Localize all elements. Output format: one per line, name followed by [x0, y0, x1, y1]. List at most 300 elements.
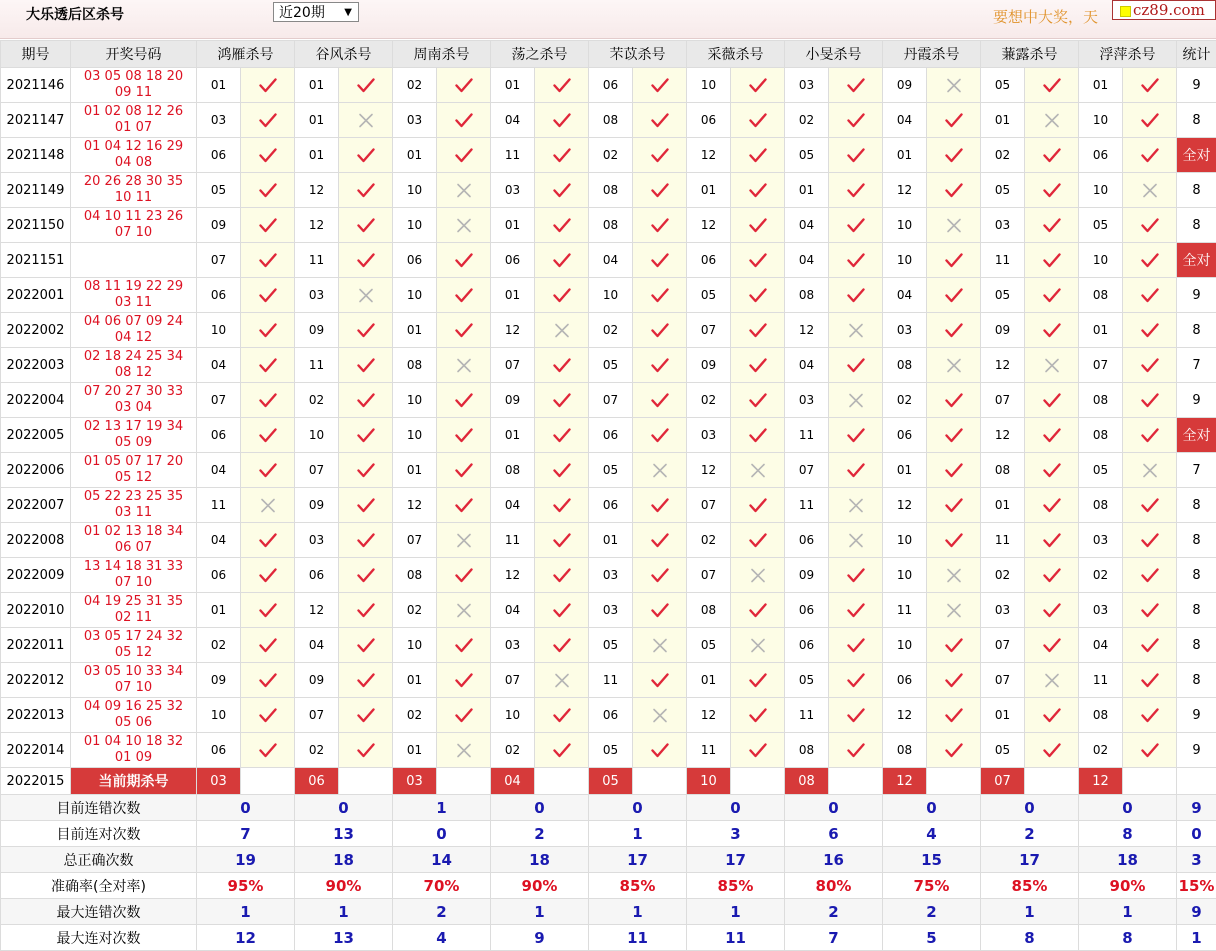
- check-icon: [651, 603, 669, 618]
- result-mark: [1025, 348, 1079, 383]
- check-icon: [847, 113, 865, 128]
- result-mark: [535, 628, 589, 663]
- summary-value: 1: [589, 899, 687, 925]
- kill-number: 08: [883, 348, 927, 383]
- result-mark: [241, 278, 295, 313]
- front-numbers: 02 18 24 25 34: [71, 349, 196, 365]
- result-mark: [829, 733, 883, 768]
- period-select[interactable]: [273, 2, 359, 22]
- kill-number: 08: [1079, 418, 1123, 453]
- cross-icon: [455, 183, 473, 198]
- page-title: 大乐透后区杀号: [26, 4, 124, 24]
- col-header-expert[interactable]: 浮萍杀号: [1079, 41, 1177, 68]
- kill-number: 08: [981, 453, 1025, 488]
- kill-number: 10: [491, 698, 535, 733]
- check-icon: [847, 428, 865, 443]
- check-icon: [1043, 708, 1061, 723]
- check-icon: [1043, 393, 1061, 408]
- check-icon: [357, 568, 375, 583]
- front-numbers: 08 11 19 22 29: [71, 279, 196, 295]
- kill-number: 06: [197, 418, 241, 453]
- summary-value: 18: [491, 847, 589, 873]
- kill-number: 05: [589, 733, 633, 768]
- result-mark: [1025, 138, 1079, 173]
- result-mark: [1025, 593, 1079, 628]
- kill-number: 09: [197, 663, 241, 698]
- kill-number: 03: [491, 173, 535, 208]
- kill-number: 08: [1079, 488, 1123, 523]
- kill-number: 02: [1079, 733, 1123, 768]
- result-mark: [241, 68, 295, 103]
- table-row: [1, 138, 1216, 173]
- kill-number-table: [0, 40, 1216, 951]
- kill-number: 09: [295, 488, 339, 523]
- result-mark: [1025, 243, 1079, 278]
- cross-icon: [749, 638, 767, 653]
- kill-number: 12: [687, 453, 731, 488]
- result-mark: [1123, 68, 1177, 103]
- result-mark: [829, 68, 883, 103]
- row-stat: 8: [1177, 173, 1216, 208]
- check-icon: [749, 113, 767, 128]
- col-header-expert[interactable]: 谷风杀号: [295, 41, 393, 68]
- kill-number: 02: [295, 383, 339, 418]
- issue-number: 2022008: [1, 523, 71, 558]
- kill-number: 11: [981, 523, 1025, 558]
- draw-numbers: [71, 383, 197, 418]
- check-icon: [945, 253, 963, 268]
- check-icon: [847, 673, 865, 688]
- result-mark: [1123, 138, 1177, 173]
- col-header-expert[interactable]: 采薇杀号: [687, 41, 785, 68]
- kill-number: 06: [491, 243, 535, 278]
- summary-label: 目前连错次数: [1, 795, 197, 821]
- result-mark: [437, 628, 491, 663]
- summary-value: 19: [197, 847, 295, 873]
- check-icon: [455, 638, 473, 653]
- table-row: [1, 488, 1216, 523]
- result-mark: [633, 698, 687, 733]
- summary-value: 0: [197, 795, 295, 821]
- check-icon: [749, 218, 767, 233]
- cross-icon: [749, 568, 767, 583]
- check-icon: [259, 673, 277, 688]
- current-issue-row: [1, 768, 1216, 795]
- check-icon: [1141, 533, 1159, 548]
- draw-numbers: [71, 628, 197, 663]
- result-mark: [1123, 593, 1177, 628]
- kill-number: 08: [589, 173, 633, 208]
- result-mark: [927, 558, 981, 593]
- kill-number: 01: [393, 663, 437, 698]
- issue-number: 2021147: [1, 103, 71, 138]
- issue-number: 2022014: [1, 733, 71, 768]
- kill-number: 04: [883, 103, 927, 138]
- cross-icon: [945, 603, 963, 618]
- check-icon: [455, 148, 473, 163]
- kill-number: 10: [393, 383, 437, 418]
- kill-number: 05: [981, 278, 1025, 313]
- summary-value: 0: [1079, 795, 1177, 821]
- result-mark: [731, 138, 785, 173]
- check-icon: [455, 708, 473, 723]
- check-icon: [1043, 533, 1061, 548]
- check-icon: [847, 218, 865, 233]
- result-mark: [927, 383, 981, 418]
- kill-number: 01: [981, 103, 1025, 138]
- check-icon: [1141, 428, 1159, 443]
- kill-number: 06: [197, 278, 241, 313]
- check-icon: [1141, 568, 1159, 583]
- summary-value: 0: [589, 795, 687, 821]
- result-mark: [731, 453, 785, 488]
- front-numbers: 04 06 07 09 24: [71, 314, 196, 330]
- kill-number: 11: [1079, 663, 1123, 698]
- table-row: [1, 103, 1216, 138]
- summary-value: 1: [981, 899, 1079, 925]
- check-icon: [553, 498, 571, 513]
- check-icon: [553, 638, 571, 653]
- kill-number: 11: [981, 243, 1025, 278]
- check-icon: [357, 183, 375, 198]
- kill-number: 07: [687, 558, 731, 593]
- result-mark: [731, 488, 785, 523]
- kill-number: 02: [687, 523, 731, 558]
- col-header-expert[interactable]: 丹霞杀号: [883, 41, 981, 68]
- result-mark: [1025, 628, 1079, 663]
- result-mark: [927, 663, 981, 698]
- summary-value: 0: [785, 795, 883, 821]
- col-header-expert[interactable]: 芣苡杀号: [589, 41, 687, 68]
- summary-value: 16: [785, 847, 883, 873]
- row-stat: 9: [1177, 278, 1216, 313]
- row-stat: 8: [1177, 558, 1216, 593]
- result-mark: [1123, 733, 1177, 768]
- cross-icon: [945, 78, 963, 93]
- check-icon: [1043, 498, 1061, 513]
- summary-value: 0: [393, 821, 491, 847]
- kill-number: 02: [393, 698, 437, 733]
- check-icon: [455, 463, 473, 478]
- kill-number: 10: [883, 523, 927, 558]
- kill-number: 06: [785, 523, 829, 558]
- result-mark: [1025, 313, 1079, 348]
- result-mark: [1123, 243, 1177, 278]
- table-row: [1, 208, 1216, 243]
- result-mark: [241, 453, 295, 488]
- kill-number: 05: [687, 628, 731, 663]
- summary-stat: 1: [1177, 925, 1216, 951]
- kill-number: 01: [295, 138, 339, 173]
- check-icon: [651, 393, 669, 408]
- result-mark: [241, 138, 295, 173]
- site-logo[interactable]: [1112, 0, 1216, 20]
- issue-number: 2022013: [1, 698, 71, 733]
- cross-icon: [455, 218, 473, 233]
- result-mark: [1025, 663, 1079, 698]
- row-stat: 8: [1177, 208, 1216, 243]
- check-icon: [259, 253, 277, 268]
- kill-number: 08: [393, 348, 437, 383]
- result-mark: [927, 243, 981, 278]
- check-icon: [1141, 323, 1159, 338]
- current-kill-number: 05: [589, 768, 633, 795]
- kill-number: 04: [197, 348, 241, 383]
- cross-icon: [945, 568, 963, 583]
- result-mark: [927, 278, 981, 313]
- summary-value: 14: [393, 847, 491, 873]
- promo-banner[interactable]: 要想中大奖，天: [993, 6, 1098, 27]
- kill-number: 03: [1079, 593, 1123, 628]
- result-mark: [731, 733, 785, 768]
- kill-number: 03: [589, 558, 633, 593]
- row-stat: 8: [1177, 628, 1216, 663]
- col-header-expert[interactable]: 鸿雁杀号: [197, 41, 295, 68]
- kill-number: 06: [883, 418, 927, 453]
- kill-number: 04: [491, 488, 535, 523]
- current-kill-number: 12: [1079, 768, 1123, 795]
- kill-number: 03: [197, 103, 241, 138]
- check-icon: [357, 253, 375, 268]
- kill-number: 02: [981, 138, 1025, 173]
- result-mark: [731, 313, 785, 348]
- check-icon: [651, 358, 669, 373]
- check-icon: [1043, 253, 1061, 268]
- kill-number: 03: [785, 68, 829, 103]
- issue-number: 2022010: [1, 593, 71, 628]
- summary-value: 2: [393, 899, 491, 925]
- check-icon: [259, 603, 277, 618]
- kill-number: 05: [981, 68, 1025, 103]
- kill-number: 01: [295, 68, 339, 103]
- issue-number: 2022007: [1, 488, 71, 523]
- check-icon: [357, 708, 375, 723]
- period-select-value: 近20期: [279, 5, 325, 21]
- check-icon: [651, 148, 669, 163]
- check-icon: [847, 463, 865, 478]
- result-mark: [437, 488, 491, 523]
- draw-numbers: [71, 523, 197, 558]
- check-icon: [259, 568, 277, 583]
- result-mark: [535, 278, 589, 313]
- table-row: [1, 663, 1216, 698]
- kill-number: 12: [295, 173, 339, 208]
- front-numbers: 01 04 12 16 29: [71, 139, 196, 155]
- kill-number: 04: [491, 593, 535, 628]
- result-mark: [829, 558, 883, 593]
- cross-icon: [553, 673, 571, 688]
- result-mark: [1025, 733, 1079, 768]
- row-stat: 全对: [1177, 418, 1216, 453]
- result-mark: [829, 208, 883, 243]
- check-icon: [749, 743, 767, 758]
- kill-number: 03: [491, 628, 535, 663]
- check-icon: [1141, 673, 1159, 688]
- check-icon: [945, 498, 963, 513]
- back-numbers: 09 11: [71, 85, 196, 101]
- kill-number: 04: [295, 628, 339, 663]
- kill-number: 02: [981, 558, 1025, 593]
- check-icon: [945, 113, 963, 128]
- check-icon: [1141, 743, 1159, 758]
- col-header-expert[interactable]: 荡之杀号: [491, 41, 589, 68]
- result-mark: [437, 383, 491, 418]
- table-row: [1, 243, 1216, 278]
- result-mark: [241, 733, 295, 768]
- result-mark: [339, 418, 393, 453]
- check-icon: [553, 183, 571, 198]
- table-row: [1, 733, 1216, 768]
- summary-value: 18: [1079, 847, 1177, 873]
- kill-number: 06: [197, 558, 241, 593]
- row-stat: 7: [1177, 453, 1216, 488]
- result-mark: [1025, 488, 1079, 523]
- result-mark: [339, 628, 393, 663]
- col-header-expert[interactable]: 小旻杀号: [785, 41, 883, 68]
- table-row: [1, 523, 1216, 558]
- issue-number: 2021146: [1, 68, 71, 103]
- result-mark: [731, 558, 785, 593]
- kill-number: 10: [1079, 243, 1123, 278]
- result-mark: [437, 418, 491, 453]
- kill-number: 01: [197, 68, 241, 103]
- check-icon: [553, 288, 571, 303]
- result-mark: [731, 383, 785, 418]
- summary-value: 1: [197, 899, 295, 925]
- check-icon: [357, 533, 375, 548]
- check-icon: [455, 253, 473, 268]
- check-icon: [651, 253, 669, 268]
- kill-number: 07: [785, 453, 829, 488]
- kill-number: 03: [981, 593, 1025, 628]
- check-icon: [259, 533, 277, 548]
- result-mark: [241, 313, 295, 348]
- kill-number: 05: [589, 348, 633, 383]
- issue-number: 2021149: [1, 173, 71, 208]
- col-header-expert[interactable]: 周南杀号: [393, 41, 491, 68]
- kill-number: 09: [197, 208, 241, 243]
- result-mark: [731, 593, 785, 628]
- result-mark: [633, 208, 687, 243]
- check-icon: [259, 218, 277, 233]
- result-mark: [339, 383, 393, 418]
- kill-number: 05: [197, 173, 241, 208]
- summary-stat: 15%: [1177, 873, 1216, 899]
- check-icon: [553, 428, 571, 443]
- kill-number: 03: [687, 418, 731, 453]
- table-row: [1, 68, 1216, 103]
- check-icon: [259, 463, 277, 478]
- result-mark: [437, 138, 491, 173]
- result-mark: [1025, 698, 1079, 733]
- summary-value: 2: [883, 899, 981, 925]
- kill-number: 12: [491, 558, 535, 593]
- check-icon: [1043, 568, 1061, 583]
- current-kill-blank: [1025, 768, 1079, 795]
- check-icon: [1043, 183, 1061, 198]
- front-numbers: 04 09 16 25 32: [71, 699, 196, 715]
- kill-number: 09: [883, 68, 927, 103]
- col-header-stat: 统计: [1177, 41, 1216, 68]
- kill-number: 10: [883, 558, 927, 593]
- col-header-expert[interactable]: 蒹露杀号: [981, 41, 1079, 68]
- kill-number: 01: [197, 593, 241, 628]
- result-mark: [535, 733, 589, 768]
- check-icon: [1043, 743, 1061, 758]
- check-icon: [259, 288, 277, 303]
- current-kill-number: 04: [491, 768, 535, 795]
- kill-number: 07: [981, 628, 1025, 663]
- result-mark: [241, 243, 295, 278]
- result-mark: [339, 103, 393, 138]
- check-icon: [455, 288, 473, 303]
- logo-square-icon: [1120, 6, 1131, 17]
- kill-number: 01: [393, 453, 437, 488]
- current-issue-number: 2022015: [1, 768, 71, 795]
- check-icon: [651, 78, 669, 93]
- kill-number: 08: [1079, 698, 1123, 733]
- kill-number: 01: [589, 523, 633, 558]
- check-icon: [1043, 323, 1061, 338]
- result-mark: [829, 313, 883, 348]
- result-mark: [927, 313, 981, 348]
- back-numbers: 06 07: [71, 540, 196, 556]
- kill-number: 04: [1079, 628, 1123, 663]
- kill-number: 08: [393, 558, 437, 593]
- result-mark: [633, 558, 687, 593]
- cross-icon: [847, 323, 865, 338]
- current-kill-number: 06: [295, 768, 339, 795]
- front-numbers: 13 14 18 31 33: [71, 559, 196, 575]
- kill-number: 01: [393, 138, 437, 173]
- result-mark: [437, 208, 491, 243]
- check-icon: [259, 708, 277, 723]
- kill-number: 01: [1079, 68, 1123, 103]
- summary-value: 8: [981, 925, 1079, 951]
- check-icon: [1141, 603, 1159, 618]
- back-numbers: 03 11: [71, 505, 196, 521]
- cross-icon: [1043, 673, 1061, 688]
- check-icon: [357, 638, 375, 653]
- kill-number: 06: [197, 138, 241, 173]
- result-mark: [927, 138, 981, 173]
- result-mark: [731, 103, 785, 138]
- result-mark: [1025, 558, 1079, 593]
- kill-number: 07: [197, 243, 241, 278]
- check-icon: [455, 393, 473, 408]
- kill-number: 08: [883, 733, 927, 768]
- check-icon: [259, 78, 277, 93]
- check-icon: [847, 148, 865, 163]
- result-mark: [535, 313, 589, 348]
- result-mark: [339, 243, 393, 278]
- back-numbers: 02 11: [71, 610, 196, 626]
- cross-icon: [1043, 358, 1061, 373]
- row-stat: 9: [1177, 733, 1216, 768]
- row-stat: 8: [1177, 523, 1216, 558]
- check-icon: [553, 568, 571, 583]
- check-icon: [1043, 288, 1061, 303]
- result-mark: [731, 663, 785, 698]
- kill-number: 10: [589, 278, 633, 313]
- kill-number: 11: [785, 488, 829, 523]
- cross-icon: [553, 323, 571, 338]
- table-row: [1, 558, 1216, 593]
- kill-number: 03: [785, 383, 829, 418]
- check-icon: [945, 288, 963, 303]
- summary-value: 0: [883, 795, 981, 821]
- front-numbers: 04 10 11 23 26: [71, 209, 196, 225]
